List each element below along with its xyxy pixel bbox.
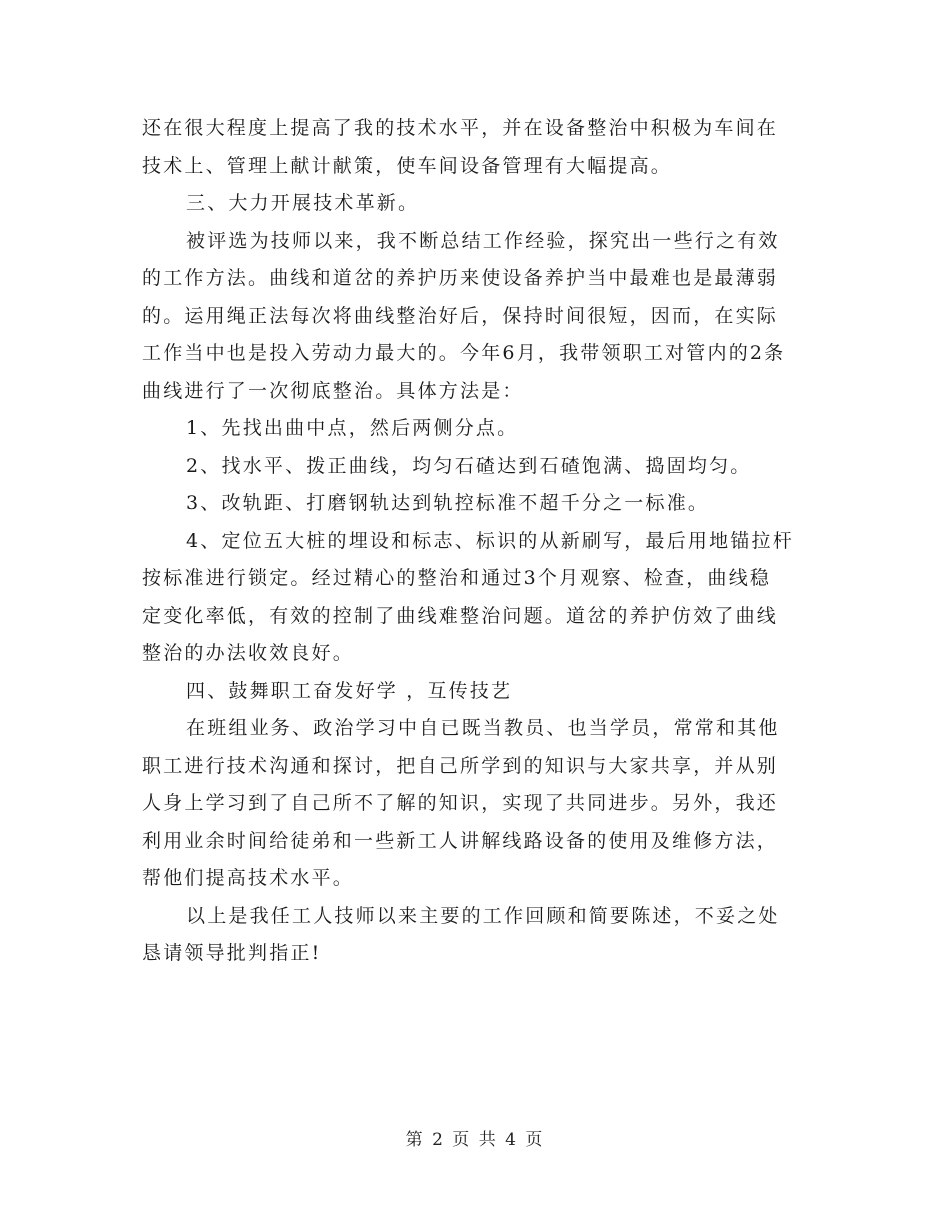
paragraph [142,523,814,673]
text-line: 技术上、管理上献计献策，使车间设备管理有大幅提高。 [142,154,673,177]
text-line: 四、鼓舞职工奋发好学 ，互传技艺 [186,679,513,702]
paragraph [142,485,814,523]
paragraph [142,898,814,973]
page-number-label: 第 2 页 共 4 页 [405,1130,545,1150]
text-line: 利用业余时间给徒弟和一些新工人讲解线路设备的使用及维修方法， [142,829,779,852]
text-line: 定变化率低，有效的控制了曲线难整治问题。道岔的养护仿效了曲线 [142,604,779,627]
paragraph [142,448,814,486]
text-line: 三、大力开展技术革新。 [186,192,420,214]
text-line: 曲线进行了一次彻底整治。具体方法是： [142,379,524,402]
text-line: 整治的办法收效良好。 [142,642,355,664]
paragraph [142,223,814,411]
text-line: 帮他们提高技术水平。 [142,867,355,889]
page-footer [0,1125,950,1150]
text-line: 人身上学习到了自己所不了解的知识，实现了共同进步。另外，我还 [142,792,779,814]
text-line: 2、找水平、拨正曲线，均匀石碴达到石碴饱满、捣固均匀。 [186,454,752,477]
text-line: 还在很大程度上提高了我的技术水平，并在设备整治中积极为车间在 [142,117,779,139]
text-line: 工作当中也是投入劳动力最大的。今年6月，我带领职工对管内的2条 [142,342,786,364]
paragraph [142,110,814,185]
paragraph [142,185,814,223]
text-line: 职工进行技术沟通和探讨，把自己所学到的知识与大家共享，并从别 [142,754,779,777]
text-line: 4、定位五大桩的埋设和标志、标识的从新刷写，最后用地锚拉杆 [186,529,794,552]
text-line: 的。运用绳正法每次将曲线整治好后，保持时间很短，因而，在实际 [142,304,779,327]
text-line: 恳请领导批判指正! [142,942,322,964]
text-line: 3、改轨距、打磨钢轨达到轨控标准不超千分之一标准。 [186,492,710,514]
text-line: 的工作方法。曲线和道岔的养护历来使设备养护当中最难也是最薄弱 [142,267,779,289]
paragraph [142,710,814,898]
document-body [142,110,814,973]
text-line: 在班组业务、政治学习中自已既当教员、也当学员，常常和其他 [186,717,780,739]
text-line: 1、先找出曲中点，然后两侧分点。 [186,417,519,439]
paragraph [142,673,814,711]
text-line: 按标准进行锁定。经过精心的整治和通过3个月观察、检查，曲线稳 [142,567,772,589]
paragraph [142,410,814,448]
text-line: 以上是我任工人技师以来主要的工作回顾和简要陈述，不妥之处 [186,904,780,927]
text-line: 被评选为技师以来，我不断总结工作经验，探究出一些行之有效 [186,229,780,252]
